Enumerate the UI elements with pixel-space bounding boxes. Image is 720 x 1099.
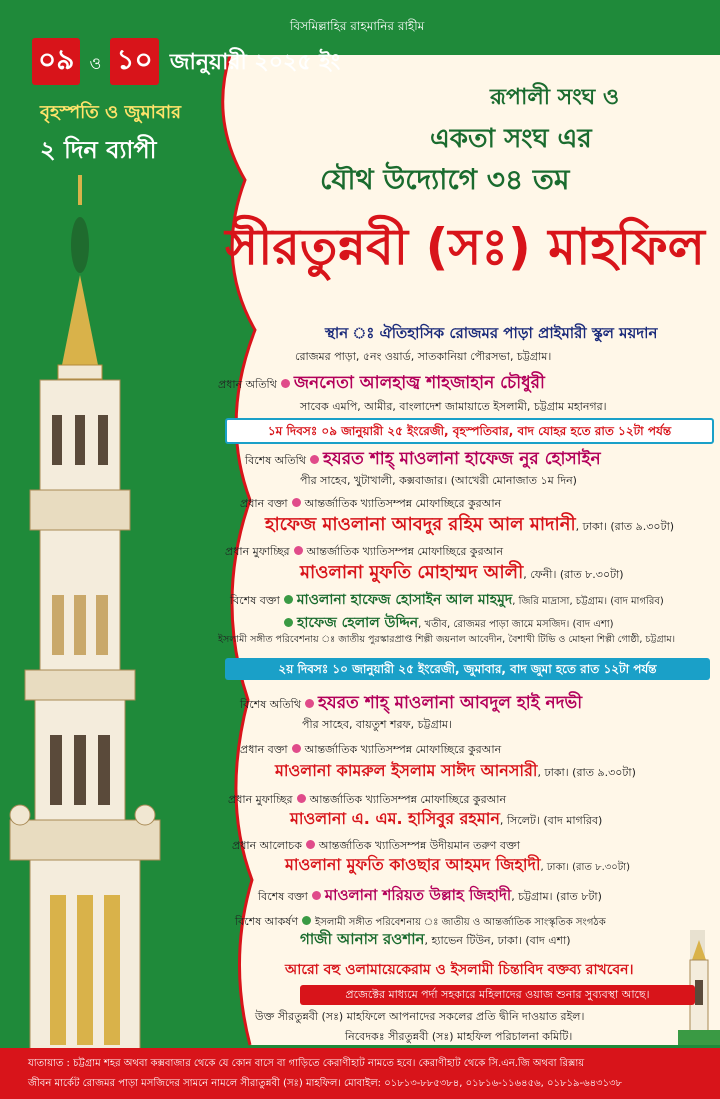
duration: ২ দিন ব্যাপী [40,136,157,164]
date-month-year: জানুয়ারী ২০২৫ ইং [169,50,341,75]
day2-attraction-label: বিশেষ আকর্ষণ [235,915,299,928]
day2-special-speaker-name: মাওলানা শরিয়ত উল্লাহ জিহাদী [324,886,512,904]
chief-guest-desc: সাবেক এমপি, আমীর, বাংলাদেশ জামায়াতে ইসলামী, চট্টগ্রাম মহানগর। [300,400,607,413]
day1-special-guest [245,446,601,474]
event-title: সীরতুন্নবী (সঃ) মাহফিল [225,218,705,276]
event-date [32,38,340,85]
bismillah-text: বিসমিল্লাহির রাহমানির রাহীম [290,19,425,33]
day2-special-guest-name: হযরত শাহ্ মাওলানা আবদুল হাই নদভী [317,693,583,713]
day1-mufassir-label: প্রধান মুফাচ্ছির [225,545,290,558]
organizer-line-3: যৌথ উদ্যোগে ৩৪ তম [320,163,570,196]
day2-mufassir-line [290,806,602,833]
flower-icon [281,379,290,388]
day2-mufassir-name: মাওলানা এ. এম. হাসিবুর রহমান [290,809,500,828]
footer-line-1: যাতায়াত : চট্টগ্রাম শহর অথবা কক্সবাজার থেকে যে কোন বাসে বা গাড়িতে কেরাণীহাট নামতে হবে। কেরাণীহাট থেকে সি.এন.জি অথবা রিক্সায় [28,1058,585,1069]
day1-mufassir-name: মাওলানা মুফতি মোহাম্মদ আলী [300,562,524,583]
day2-special-speaker [258,884,602,909]
day1-mufassir-line [300,558,624,589]
organizer-line-1: রূপালী সংঘ ও [490,85,620,110]
flower-icon [302,916,311,925]
date-day2: ১০ [110,38,158,85]
date-and: ও [89,54,102,73]
day1-speaker-suffix: , ঢাকা। (রাত ৯.৩০টা) [575,520,675,533]
day2-special-guest-desc: পীর সাহেব, বায়তুশ শরফ, চট্টগ্রাম। [302,718,452,731]
day2-speaker-line [275,758,636,785]
flower-icon [310,455,319,464]
footer-bar [0,1048,720,1099]
organizer-line-2: একতা সংঘ এর [430,124,592,154]
day2-attraction-line [300,928,571,953]
day2-mufassir-suffix: , সিলেট। (বাদ মাগরিব) [499,814,603,827]
day1-mufassir-suffix: , ফেনী। (রাত ৮.৩০টা) [523,568,624,581]
day2-speaker-label: প্রধান বক্তা [240,743,288,756]
day2-discussant-name: মাওলানা মুফতি কাওছার আহমদ জিহাদী [285,855,541,874]
day1-music: ইসলামী সঙ্গীত পরিবেশনায় ঃ জাতীয় পুরস্কারপ্রাপ্ত শিল্পী জয়নাল আবেদীন, বৈশাখী টিভি ও মোহনা শিল্পী গোষ্ঠী, চট্টগ্রাম। [218,634,676,645]
day2-mufassir-title: আন্তর্জাতিক খ্যাতিসম্পন্ন মোফাচ্ছিরে কুরআন [309,793,507,806]
day2-discussant-label: প্রধান আলোচক [232,839,302,852]
flower-icon [294,546,303,555]
day2-mufassir-label: প্রধান মুফাচ্ছির [228,793,293,806]
closing-banner: প্রজেক্টের মাধ্যমে পর্দা সহকারে মহিলাদের ওয়াজ শুনার সুব্যবস্থা আছে। [300,985,695,1005]
day2-banner: ২য় দিবসঃ ১০ জানুয়ারী ২৫ ইংরেজী, জুমাবার, বাদ জুমা হতে রাত ১২টা পর্যন্ত [225,658,710,680]
day1-special-speaker-label: বিশেষ বক্তা [230,594,280,607]
chief-guest [218,370,545,398]
day2-speaker-name: মাওলানা কামরুল ইসলাম সাঈদ আনসারী [275,761,538,780]
chief-guest-name: জননেতা আলহাজ্ব শাহজাহান চৌধুরী [293,373,545,393]
footer-line-2: জীবন মার্কেট রোজমর পাড়া মসজিদের সামনে নামলে সীরাতুন্নবী (সঃ) মাহফিল। মোবাইল: ০১৮১৩-৮৮৫৩৮৪, ০১৮১৬-১১৬৪৫৬, ০১৮১৯-৬৪৩১৩৮ [28,1078,623,1089]
day1-speaker-name: হাফেজ মাওলানা আবদুর রহিম আল মাদানী [265,514,576,535]
chief-guest-label: প্রধান অতিথি [218,378,277,391]
closing-line-3: নিবেদকঃ সীরতুন্নবী (সঃ) মাহফিল পরিচালনা কমিটি। [345,1030,573,1043]
day1-special-speaker [230,588,664,612]
day1-special-guest-name: হযরত শাহ্ মাওলানা হাফেজ নুর হোসাইন [322,449,601,469]
date-day1: ০৯ [32,38,80,85]
day2-special-speaker-label: বিশেষ বক্তা [258,890,308,903]
day1-second-speaker [280,611,614,635]
weekdays: বৃহস্পতি ও জুমাবার [40,102,182,123]
day1-special-speaker-suffix: , জিরি মাদ্রাসা, চট্টগ্রাম। (বাদ মাগরিব) [512,596,664,607]
day1-banner: ১ম দিবসঃ ০৯ জানুয়ারী ২৫ ইংরেজী, বৃহস্পতিবার, বাদ যোহর হতে রাত ১২টা পর্যন্ত [225,418,714,444]
day1-second-speaker-name: হাফেজ হেলাল উদ্দিন [297,615,419,631]
day1-special-speaker-name: মাওলানা হাফেজ হোসাইন আল মাহমুদ [296,592,513,608]
day1-second-speaker-suffix: , খতীব, রোজমর পাড়া জামে মসজিদ। (বাদ এশা) [418,619,614,630]
day2-discussant-line [285,852,630,879]
venue-sub: রোজমর পাড়া, ৫নং ওয়ার্ড, সাতকানিয়া পৌরসভা, চট্টগ্রাম। [295,350,552,363]
day1-special-guest-desc: পীর সাহেব, খুটাখালী, কক্সবাজার। (আখেরী মোনাজাত ১ম দিন) [300,474,577,487]
day2-special-guest [240,690,582,718]
day1-speaker-title: আন্তর্জাতিক খ্যাতিসম্পন্ন মোফাচ্ছিরে কুরআন [304,497,502,510]
day1-speaker-line [265,510,674,541]
flower-icon [305,699,314,708]
day2-special-guest-label: বিশেষ অতিথি [240,698,301,711]
closing-line-1: আরো বহু ওলামায়েকেরাম ও ইসলামী চিন্তাবিদ বক্তব্য রাখবেন। [285,962,634,978]
day2-speaker-title: আন্তর্জাতিক খ্যাতিসম্পন্ন মোফাচ্ছিরে কুরআন [304,743,502,756]
day2-attraction-name: গাজী আনাস রওশান [300,930,425,948]
minaret-illustration [0,175,200,1055]
flower-icon [297,794,306,803]
day1-special-guest-label: বিশেষ অতিথি [245,454,306,467]
venue-main: স্থান ঃ ঐতিহাসিক রোজমর পাড়া প্রাইমারী স্কুল ময়দান [325,324,658,342]
day1-mufassir-title: আন্তর্জাতিক খ্যাতিসম্পন্ন মোফাচ্ছিরে কুরআন [306,545,504,558]
day1-speaker-label: প্রধান বক্তা [240,497,288,510]
day2-speaker-suffix: , ঢাকা। (রাত ৯.৩০টা) [537,766,636,779]
flower-icon [284,595,293,604]
day2-discussant-title: আন্তর্জাতিক খ্যাতিসম্পন্ন উদীয়মান তরুণ বক্তা [318,839,520,852]
flower-icon [284,618,293,627]
day2-speaker [240,738,501,760]
flower-icon [292,744,301,753]
flower-icon [312,891,321,900]
day2-attraction-title: ইসলামী সঙ্গীত পরিবেশনায় ঃ জাতীয় ও আন্তর্জাতিক সাংস্কৃতিক সংগঠক [315,917,606,928]
day2-special-speaker-suffix: , চট্টগ্রাম। (রাত ৮টা) [511,890,602,903]
day2-discussant-suffix: , ঢাকা। (রাত ৮.৩০টা) [540,862,631,873]
day2-attraction-suffix: , হ্যাভেন টিউন, ঢাকা। (বাদ এশা) [424,934,571,947]
flower-icon [306,840,315,849]
closing-line-2: উক্ত সীরতুন্নবী (সঃ) মাহফিলে আপনাদের সকলের প্রতি দ্বীনি দাওয়াত রইল। [255,1010,585,1023]
flower-icon [292,498,301,507]
